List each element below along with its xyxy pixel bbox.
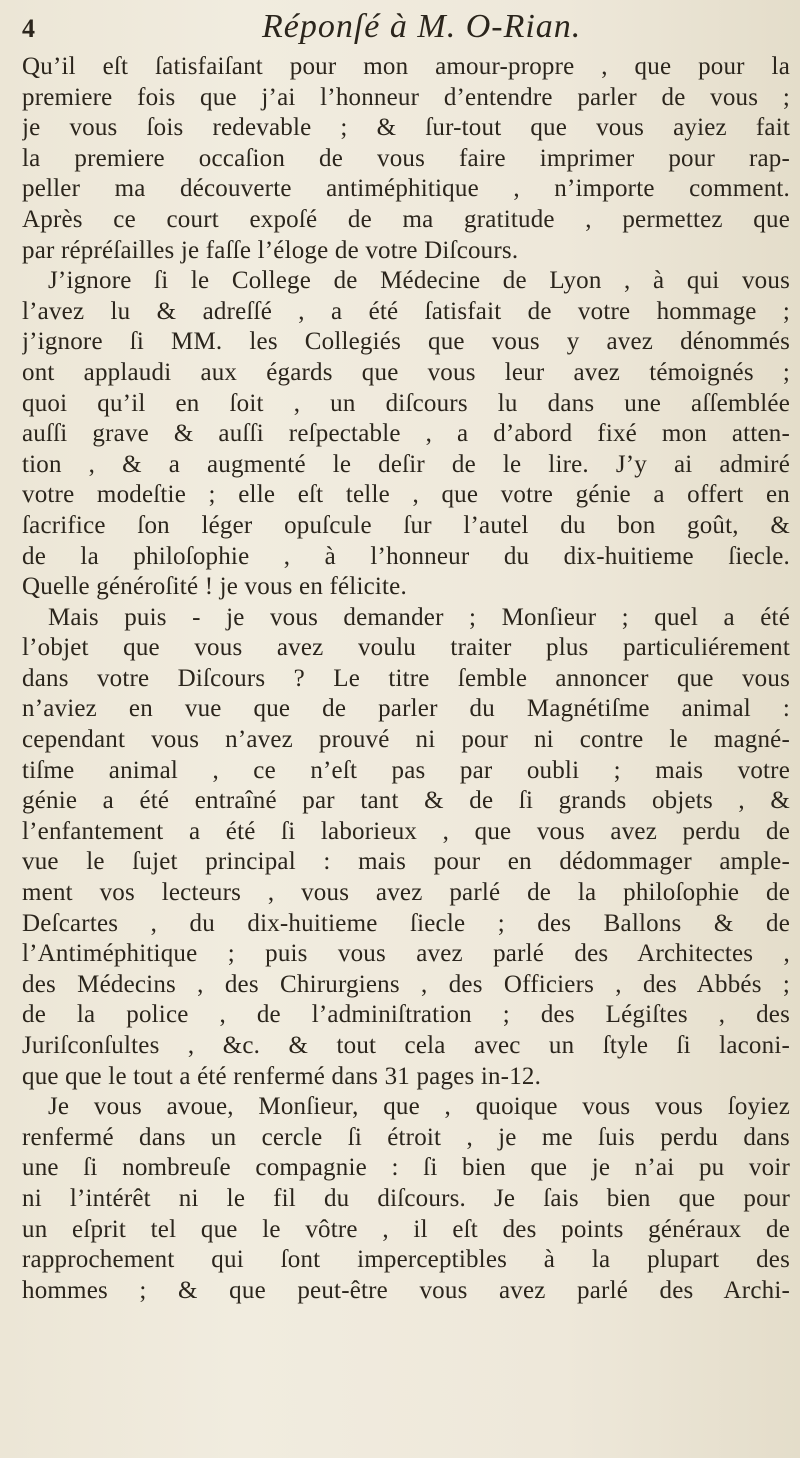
text-line: tion , & a augmenté le deſir de le lire. J’y ai admiré — [22, 450, 790, 478]
text-line: ſacrifice ſon léger opuſcule ſur l’autel du bon goût, & — [22, 511, 790, 539]
text-line: ni l’intérêt ni le fil du diſcours. Je ſais bien que pour — [22, 1184, 790, 1212]
text-line: quoi qu’il en ſoit , un diſcours lu dans une aſſemblée — [22, 389, 790, 417]
text-line: premiere fois que j’ai l’honneur d’entendre parler de vous ; — [22, 83, 790, 111]
text-line: n’aviez en vue que de parler du Magnétiſme animal : — [22, 695, 790, 723]
text-line: Quelle généroſité ! je vous en félicite. — [22, 573, 407, 601]
body-text — [22, 52, 790, 1306]
text-line: que que le tout a été renfermé dans 31 pages in-12. — [22, 1062, 542, 1090]
text-line: l’objet que vous avez voulu traiter plus particuliérement — [22, 634, 790, 662]
text-line: Mais puis - je vous demander ; Monſieur ; quel a été — [48, 603, 790, 631]
text-line: Qu’il eſt ſatisfaiſant pour mon amour-propre , que pour la — [22, 53, 790, 80]
text-line: de la philoſophie , à l’honneur du dix-huitieme ſiecle. — [22, 542, 790, 570]
text-line: tiſme animal , ce n’eſt pas par oubli ; mais votre — [22, 756, 790, 784]
text-line: cependant vous n’avez prouvé ni pour ni contre le magné- — [22, 726, 790, 754]
text-line: renfermé dans un cercle ſi étroit , je me ſuis perdu dans — [22, 1123, 790, 1151]
text-line: je vous ſois redevable ; & ſur-tout que vous ayiez fait — [22, 114, 790, 142]
text-line: ont applaudi aux égards que vous leur avez témoignés ; — [22, 358, 790, 386]
text-line: j’ignore ſi MM. les Collegiés que vous y avez dénommés — [22, 328, 790, 356]
text-line: Juriſconſultes , &c. & tout cela avec un ſtyle ſi laconi- — [22, 1032, 790, 1059]
text-line: l’enfantement a été ſi laborieux , que vous avez perdu de — [22, 817, 790, 845]
text-line: dans votre Diſcours ? Le titre ſemble annoncer que vous — [22, 664, 790, 692]
text-line: l’Antiméphitique ; puis vous avez parlé des Architectes , — [22, 940, 790, 968]
text-line: la premiere occaſion de vous faire imprimer pour rap- — [22, 144, 790, 172]
page-header — [22, 10, 778, 50]
text-line: votre modeſtie ; elle eſt telle , que votre génie a offert en — [22, 481, 790, 509]
text-line: des Médecins , des Chirurgiens , des Officiers , des Abbés ; — [22, 970, 790, 998]
page-number: 4 — [22, 14, 35, 43]
running-head: Réponſé à M. O-Rian. — [262, 8, 582, 45]
text-line: génie a été entraîné par tant & de ſi grands objets , & — [22, 787, 790, 815]
text-line: ment vos lecteurs , vous avez parlé de la philoſophie de — [22, 879, 790, 907]
text-line: peller ma découverte antiméphitique , n’importe comment. — [22, 175, 790, 203]
text-line: par répréſailles je faſſe l’éloge de votre Diſcours. — [22, 236, 519, 264]
text-line: vue le ſujet principal : mais pour en dédommager ample- — [22, 848, 790, 876]
text-line: de la police , de l’adminiſtration ; des Légiſtes , des — [22, 1001, 790, 1029]
text-line: un eſprit tel que le vôtre , il eſt des points généraux de — [22, 1215, 790, 1243]
text-line: hommes ; & que peut-être vous avez parlé des Archi- — [22, 1276, 790, 1304]
text-line: auſſi grave & auſſi reſpectable , a d’abord fixé mon atten- — [22, 420, 790, 448]
text-line: Après ce court expoſé de ma gratitude , permettez que — [22, 205, 790, 233]
text-line: rapprochement qui ſont imperceptibles à la plupart des — [22, 1246, 790, 1274]
text-line: Je vous avoue, Monſieur, que , quoique vous vous ſoyiez — [48, 1093, 790, 1121]
text-line: une ſi nombreuſe compagnie : ſi bien que je n’ai pu voir — [22, 1154, 790, 1182]
text-line: l’avez lu & adreſſé , a été ſatisfait de votre hommage ; — [22, 297, 790, 325]
text-line: J’ignore ſi le College de Médecine de Lyon , à qui vous — [48, 267, 790, 295]
text-line: Deſcartes , du dix-huitieme ſiecle ; des Ballons & de — [22, 909, 790, 937]
